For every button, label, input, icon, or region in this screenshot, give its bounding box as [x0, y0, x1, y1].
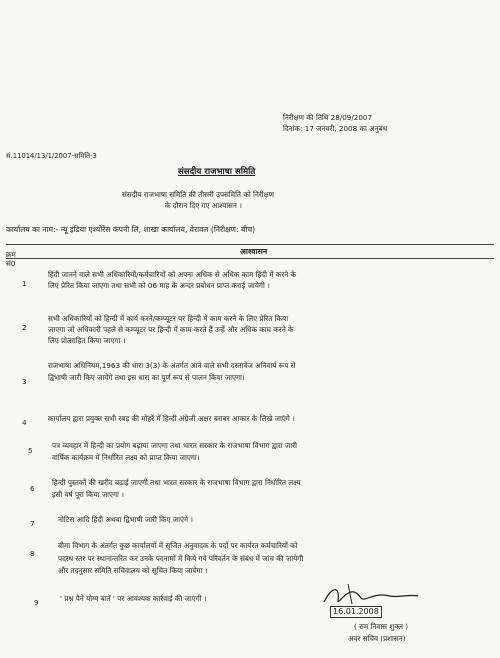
item-line: हिन्दी पुस्तकों की खरीद बढ़ाई जाएगी तथा भारत सरकार के राजभाषा विभाग द्वारा निर्धारित लक्ष्य	[52, 478, 301, 487]
dated-annex: दिनांक: 17 जनवरी, 2008 का अनुबंध	[283, 124, 388, 133]
item-line: वार्षिक कार्यक्रम में निर्धारित लक्ष्य को प्राप्त किया जाएगा।	[52, 453, 200, 462]
item-number: 9	[34, 598, 39, 607]
item-line: और तदनुसार समिति सचिवालय को सूचित किया जायेगा ।	[58, 566, 208, 575]
item-line: पदस्थ स्तर पर स्थानान्तरित कर उनके पदनामों में किये गये परिवर्तन के संबंध में जांच की जायेगी	[58, 554, 304, 563]
item-line: ' प्रश्न पैने योग्य बातें ' पर आवश्यक कार्रवाई की जाएगी ।	[60, 594, 207, 603]
table-header-rule	[6, 258, 494, 259]
item-number: 3	[22, 377, 27, 386]
signatory-name: ( राम निवास शुक्ल )	[354, 622, 409, 631]
item-line: लिए प्रोत्साहित किया जाएगा ।	[48, 336, 126, 345]
signatory-designation: अवर सचिव (प्रशासन)	[348, 634, 406, 643]
item-number: 8	[30, 549, 35, 558]
item-number: 5	[28, 446, 33, 455]
item-line: जाएगा जो अधिकारी पहले से कम्प्यूटर पर हिन्दी में काम करते हैं उन्हें और अधिक काम करने के	[48, 325, 294, 334]
subtitle-line-2: के दौरान दिए गए आश्वासन ।	[165, 201, 242, 210]
item-number: 7	[30, 519, 35, 528]
signature-date-stamp: 16.01.2008	[330, 606, 382, 618]
item-line: लिए प्रेरित किया जाएगा तथा सभी को 06 माह के अन्दर प्रबोधन प्राप्त कराई जायेगी ।	[48, 281, 270, 290]
item-number: 2	[22, 323, 27, 332]
item-line: पत्र व्यवहार में हिन्दी का प्रयोग बढ़ाया जाएगा तथा भारत सरकार के राजभाषा विभाग द्वारा जारी	[52, 441, 297, 450]
item-line: द्विभाषी जारी किए जायेंगे तथा इस धारा का पूर्ण रूप से पालन किया जाएगा।	[48, 373, 245, 382]
table-top-rule	[6, 244, 494, 245]
item-line: सभी अधिकारियों को हिन्दी में कार्य करने/कम्प्यूटर पर हिन्दी में काम करने के लिए प्रेरित किया	[48, 314, 289, 323]
column-assurance: आश्वासन	[240, 247, 268, 256]
item-number: 1	[22, 279, 27, 288]
file-number: सं.11014/13/1/2007-समिति-3	[6, 152, 97, 160]
subtitle-line-1: संसदीय राजभाषा समिति की तीसरी उपसमिति को निरीक्षण	[122, 190, 274, 199]
inspection-date: निरीक्षण की तिथि 28/09/2007	[283, 113, 373, 122]
item-number: 4	[22, 418, 27, 427]
item-line: नोटिस आदि हिंदी अथवा द्विभाषी जारी किए जाएंगे ।	[58, 515, 194, 524]
item-line: बीमा विभाग के अंतर्गत कुछ कार्यालयों में सृजित अनुवादक के पदों पर कार्यरत कर्मचारियों को	[58, 541, 298, 550]
office-name: कार्यालय का नाम:- न्यू इंडिया एश्योरेंस कंपनी लि, शाखा कार्यालय, वेरावल (निरीक्षण: बीच)	[6, 225, 256, 234]
item-line: हिंदी जानने वाले सभी अधिकारियों/कर्मचारियों को अपना अधिक से अधिक काम हिंदी में करने के	[48, 270, 297, 279]
item-line: कार्यालय द्वारा प्रयुक्त सभी रबड़ की मोहरें में हिन्दी अंग्रेजी अक्षर बराबर आकार के लिखे जाएंगे ।	[48, 414, 295, 423]
item-line: राजभाषा अधिनियम,1963 की धारा 3(3) के अंतर्गत आने वाले सभी दस्तावेज अनिवार्य रूप से	[48, 361, 296, 370]
item-line: इसी वर्ष पूरा किया जाएगा ।	[52, 490, 124, 499]
committee-title: संसदीय राजभाषा समिति	[178, 167, 256, 177]
column-no-line-1: क्रम	[6, 250, 16, 259]
column-no-line-2: सं0	[6, 259, 16, 268]
item-number: 6	[30, 484, 35, 493]
